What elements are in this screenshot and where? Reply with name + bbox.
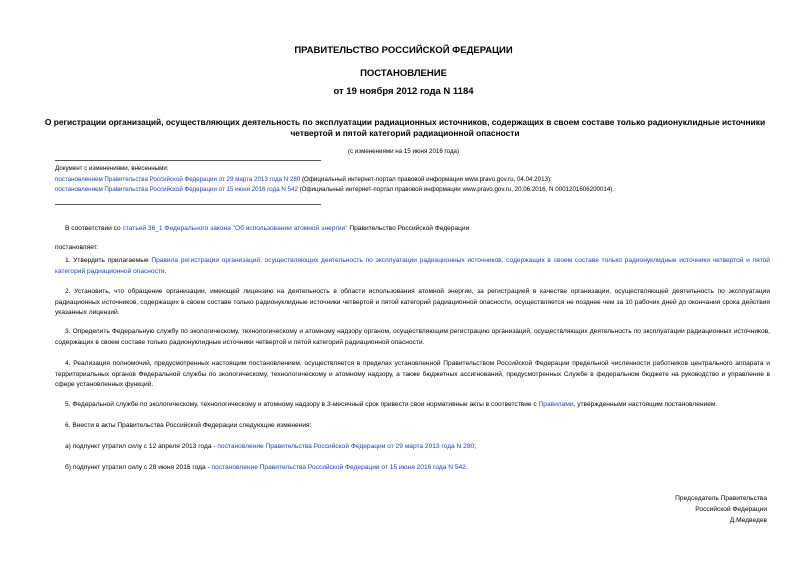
amendment-source: (Официальный интернет-портал правовой информации www.pravo.gov.ru, 20.06.2016, N 0001201606200014). <box>297 186 615 193</box>
change-history-item <box>55 185 770 196</box>
amendment-link-2013[interactable]: постановлением Правительства Российской Федерации от 29 марта 2013 года N 280 <box>55 175 301 183</box>
paragraph-4: 4. Реализация полномочий, предусмотренных настоящим постановлением, осуществляется в пределах установленной Правительством Российской Федерации предельной численности работников центрального аппарата и территориальных органов Федеральной службы по экологическому, технологическому и атомному надзору, а также бюджетных ассигнований, предусмотренных Службе в федеральном бюджете на руководство и управление в сфере установленных функций. <box>55 360 770 388</box>
subparagraph-b: б) подпункт утратил силу с 28 июня 2016 года - постановление Правительства Российской Федерации от 15 июня 2016 года N 542. <box>65 464 468 471</box>
signature-block <box>567 493 767 526</box>
divider-top <box>55 160 321 161</box>
government-title: ПРАВИТЕЛЬСТВО РОССИЙСКОЙ ФЕДЕРАЦИИ <box>294 45 513 56</box>
paragraph-5: 5. Федеральной службе по экологическому, технологическому и атомному надзору в 3-месячный срок привести свои нормативные акты в соответствие с Правилами, утвержденными настоящим постановлением. <box>65 401 718 408</box>
decrees-word: постановляет: <box>55 244 99 251</box>
rules-link[interactable]: Правила регистрации организаций, осуществляющих деятельность по эксплуатации радиационных источников, содержащих в своем составе только радионуклидные источники четвертой и пятой категорий радиационной опасности <box>55 257 770 275</box>
change-history <box>55 164 770 196</box>
paragraph-2: 2. Установить, что обращение организации, имеющей лицензию на деятельность в области использования атомной энергии, за регистрацией в качестве организации, осуществляющей деятельность по эксплуатации радиационных источников, содержащих в своем составе только радионуклидные источники четвертой и пятой категорий радиационной опасности, осуществляется не позднее чем за 10 рабочих дней до окончания срока действия указанных лицензий. <box>55 288 770 316</box>
change-history-heading: Документ с изменениями, внесенными: <box>55 165 169 172</box>
paragraph-6: 6. Внести в акты Правительства Российской Федерации следующие изменения: <box>65 422 312 429</box>
signatory-name: Д.Медведев <box>729 517 767 524</box>
signatory-position: Председатель Правительства <box>675 495 767 502</box>
divider-bottom <box>55 204 321 205</box>
preamble: В соответствии со статьей 36_1 Федерального закона "Об использовании атомной энергии" Правительство Российской Федерации <box>65 225 470 232</box>
revision-note: (с изменениями на 15 июня 2016 года) <box>347 148 460 155</box>
paragraph-1: 1. Утвердить прилагаемые Правила регистрации организаций, осуществляющих деятельность по эксплуатации радиационных источников, содержащих в своем составе только радионуклидные источники четвертой и пятой категорий радиационной опасности. <box>55 257 770 275</box>
rules-short-link[interactable]: Правилами <box>538 401 574 408</box>
amendment-source: (Официальный интернет-портал правовой информации www.pravo.gov.ru, 04.04.2013); <box>300 175 552 183</box>
signatory-country: Российской Федерации <box>695 506 767 513</box>
repeal-link-2013[interactable]: постановление Правительства Российской Федерации от 29 марта 2013 года N 280 <box>217 443 475 450</box>
amendment-link-2016[interactable]: постановлением Правительства Российской Федерации от 15 июня 2016 года N 542 <box>55 186 298 193</box>
document-title: О регистрации организаций, осуществляющих деятельность по эксплуатации радиационных источников, содержащих в своем составе только радионуклидные источники четвертой и пятой категорий радиационной опасности <box>44 117 766 138</box>
paragraph-3: 3. Определить Федеральную службу по экологическому, технологическому и атомному надзору органом, осуществляющим регистрацию организаций, осуществляющих деятельность по эксплуатации радиационных источников, содержащих в своем составе только радионуклидные источники четвертой и пятой категорий радиационной опасности. <box>55 328 770 346</box>
subparagraph-a: а) подпункт утратил силу с 12 апреля 2013 года - постановление Правительства Российской Федерации от 29 марта 2013 года N 280; <box>65 443 476 450</box>
document-type: ПОСТАНОВЛЕНИЕ <box>360 68 447 79</box>
document-date-number: от 19 ноября 2012 года N 1184 <box>333 86 474 97</box>
change-history-item <box>55 175 770 186</box>
repeal-link-2016[interactable]: постановление Правительства Российской Федерации от 15 июня 2016 года N 542 <box>211 464 466 471</box>
law-article-link[interactable]: статьей 36_1 Федерального закона "Об использовании атомной энергии" <box>122 225 348 232</box>
